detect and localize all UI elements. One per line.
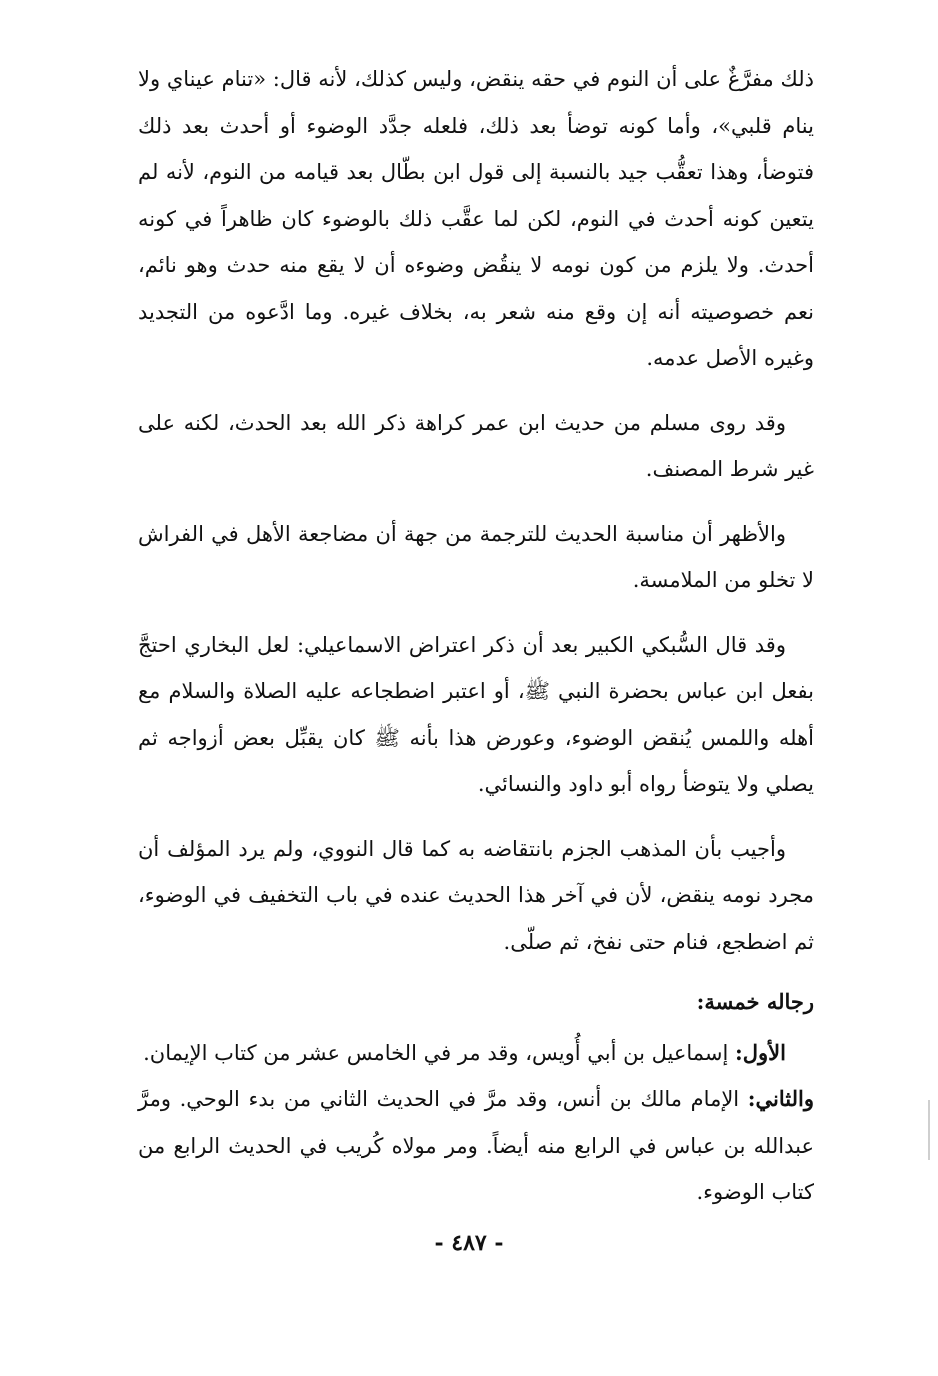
- narrator-1-text: إسماعيل بن أبي أُويس، وقد مر في الخامس عشر من كتاب الإيمان.: [143, 1040, 736, 1065]
- paragraph-5: وأجيب بأن المذهب الجزم بانتقاضه به كما قال النووي، ولم يرد المؤلف أن مجرد نومه ينقض، لأن في آخر هذا الحديث عنده في باب التخفيف في الوضوء، ثم اضطجع، فنام حتى نفخ، ثم صلّى.: [138, 836, 814, 954]
- paragraph-3: والأظهر أن مناسبة الحديث للترجمة من جهة أن مضاجعة الأهل في الفراش لا تخلو من الملامسة.: [138, 521, 814, 592]
- narrator-2-text: الإمام مالك بن أنس، وقد مرَّ في الحديث الثاني من بدء الوحي. ومرَّ عبدالله بن عباس في الرابع منه أيضاً. ومر مولاه كُريب في الحديث الرابع من كتاب الوضوء.: [138, 1087, 814, 1204]
- narrator-2-label: والثاني:: [747, 1086, 814, 1111]
- page-number: - ٤٨٧ -: [434, 1230, 504, 1256]
- narrator-1: [138, 1030, 814, 1077]
- paragraph-1: ذلك مفرَّغٌ على أن النوم في حقه ينقض، وليس كذلك، لأنه قال: «تنام عيناي ولا ينام قلبي»، وأما كونه توضأ بعد ذلك، فلعله جدَّد الوضوء أو أحدث بعد ذلك فتوضأ، وهذا تعقُّب جيد بالنسبة إلى قول ابن بطّال بعد قيامه من النوم، لأنه لم يتعين كونه أحدث في النوم، لكن لما عقَّب ذلك بالوضوء كان ظاهراً في كونه أحدث. ولا يلزم من كون نومه لا ينقُض وضوءه أن لا يقع منه حدث وهو نائم، نعم خصوصيته أنه إن وقع منه شعر به، بخلاف غيره. وما ادَّعوه من التجديد وغيره الأصل عدمه.: [138, 67, 814, 370]
- paragraph-2: وقد روى مسلم من حديث ابن عمر كراهة ذكر الله بعد الحدث، لكنه على غير شرط المصنف.: [138, 410, 814, 481]
- narrators-heading: رجاله خمسة:: [696, 989, 814, 1014]
- narrator-2: [138, 1076, 814, 1216]
- narrator-1-label: الأول:: [735, 1039, 786, 1065]
- page-body: [138, 56, 814, 1216]
- paragraph-4: وقد قال السُّبكي الكبير بعد أن ذكر اعتراض الاسماعيلي: لعل البخاري احتجَّ بفعل ابن عباس بحضرة النبي ﷺ، أو اعتبر اضطجاعه عليه الصلاة والسلام مع أهله واللمس يُنقض الوضوء، وعورض هذا بأنه ﷺ كان يقبِّل بعض أزواجه ثم يصلي ولا يتوضأ رواه أبو داود والنسائي.: [138, 632, 814, 796]
- scan-edge-mark: [928, 1100, 930, 1160]
